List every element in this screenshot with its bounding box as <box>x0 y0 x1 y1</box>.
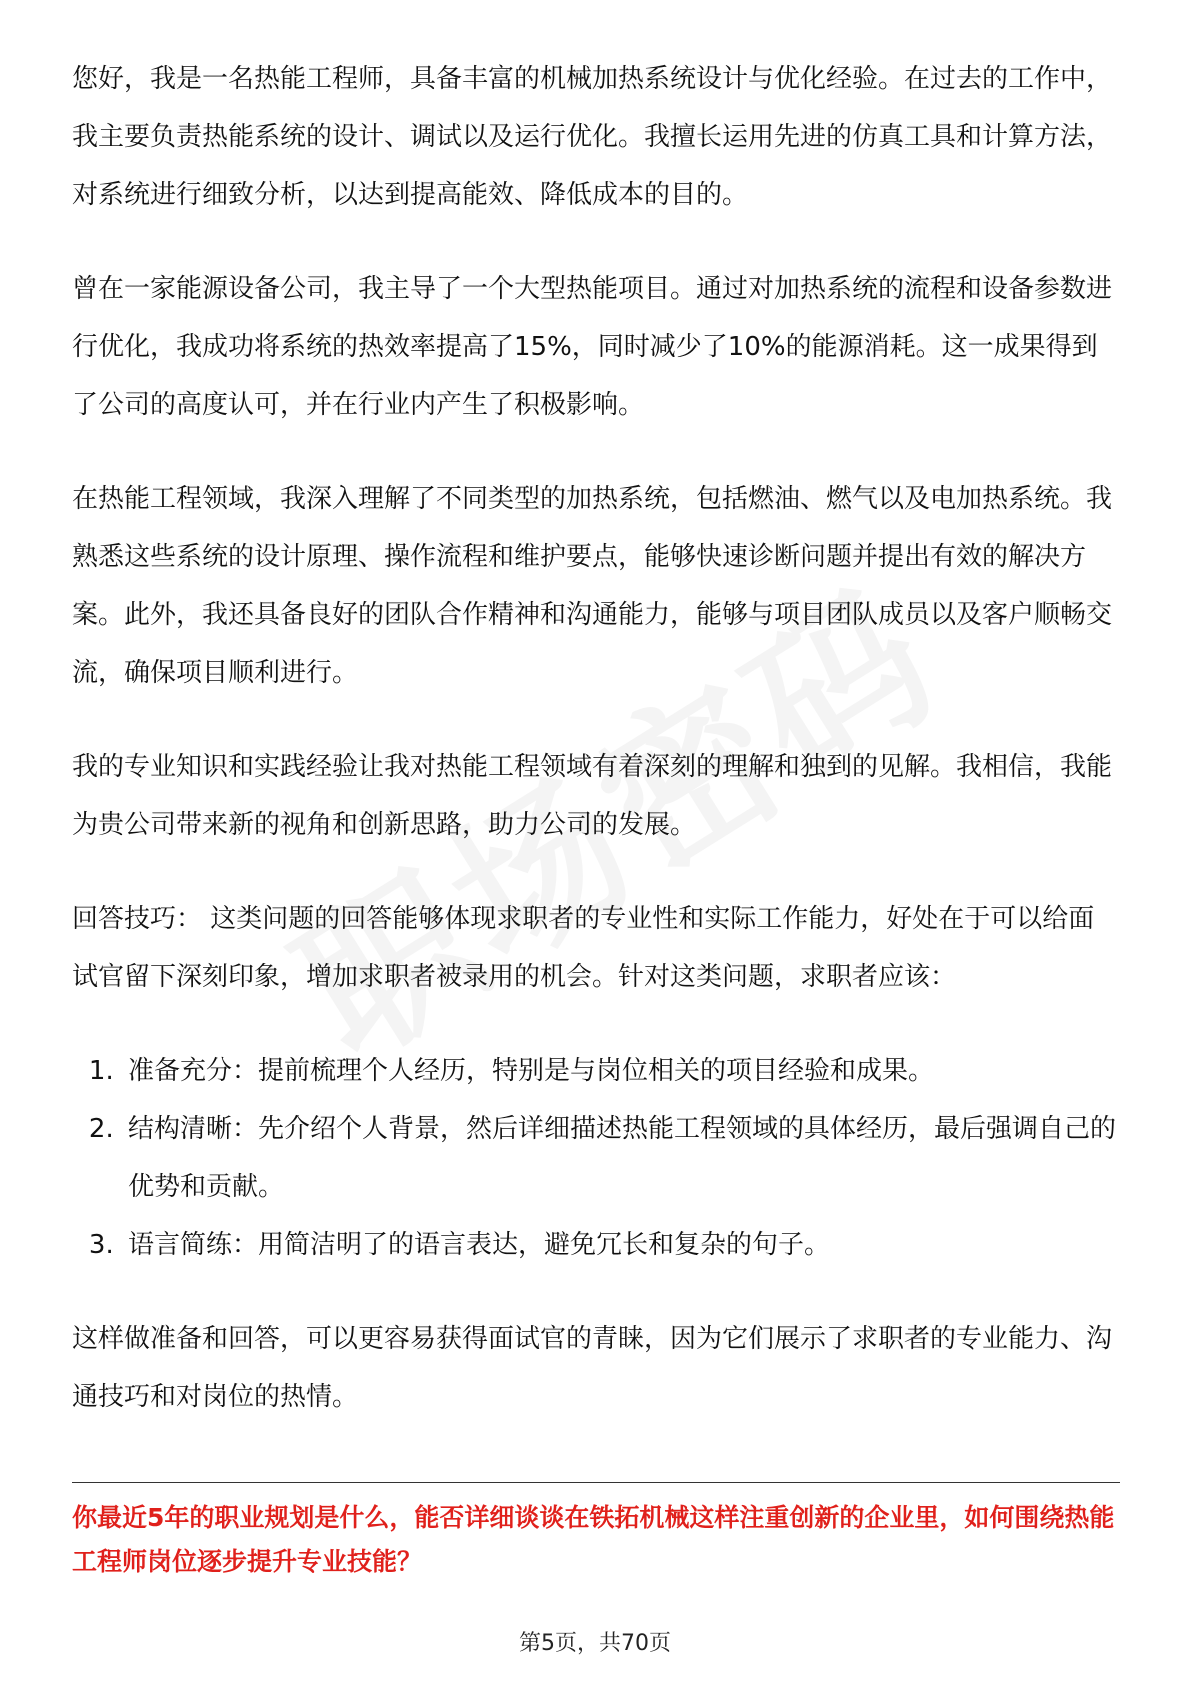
page-number-footer: 第5页，共70页 <box>519 1631 671 1656</box>
answer-paragraph-2: 曾在一家能源设备公司，我主导了一个大型热能项目。通过对加热系统的流程和设备参数进行优化，我成功将系统的热效率提高了15%，同时减少了10%的能源消耗。这一成果得到了公司的高度认可，并在行业内产生了积极影响。 <box>72 274 1113 420</box>
tips-intro: 回答技巧： 这类问题的回答能够体现求职者的专业性和实际工作能力，好处在于可以给面试官留下深刻印象，增加求职者被录用的机会。针对这类问题，求职者应该： <box>72 904 1095 992</box>
answer-paragraph-1: 您好，我是一名热能工程师，具备丰富的机械加热系统设计与优化经验。在过去的工作中，我主要负责热能系统的设计、调试以及运行优化。我擅长运用先进的仿真工具和计算方法，对系统进行细致分析，以达到提高能效、降低成本的目的。 <box>72 64 1113 210</box>
tips-list <box>72 1042 1120 1274</box>
answer-paragraph-3: 在热能工程领域，我深入理解了不同类型的加热系统，包括燃油、燃气以及电加热系统。我熟悉这些系统的设计原理、操作流程和维护要点，能够快速诊断问题并提出有效的解决方案。此外，我还具备良好的团队合作精神和沟通能力，能够与项目团队成员以及客户顺畅交流，确保项目顺利进行。 <box>72 484 1113 688</box>
answer-body <box>72 50 1120 1462</box>
section-divider <box>72 1482 1120 1483</box>
next-question-heading: 你最近5年的职业规划是什么，能否详细谈谈在铁拓机械这样注重创新的企业里，如何围绕热能工程师岗位逐步提升专业技能？ <box>72 1503 1115 1576</box>
tip-item: 3. 语言简练：用简洁明了的语言表达，避免冗长和复杂的句子。 <box>122 1216 1120 1274</box>
closing-paragraph: 这样做准备和回答，可以更容易获得面试官的青睐，因为它们展示了求职者的专业能力、沟通技巧和对岗位的热情。 <box>72 1324 1113 1412</box>
tip-item: 1. 准备充分：提前梳理个人经历，特别是与岗位相关的项目经验和成果。 <box>122 1042 1120 1100</box>
answer-paragraph-4: 我的专业知识和实践经验让我对热能工程领域有着深刻的理解和独到的见解。我相信，我能为贵公司带来新的视角和创新思路，助力公司的发展。 <box>72 752 1113 840</box>
tip-item: 2. 结构清晰：先介绍个人背景，然后详细描述热能工程领域的具体经历，最后强调自己的优势和贡献。 <box>122 1100 1120 1216</box>
